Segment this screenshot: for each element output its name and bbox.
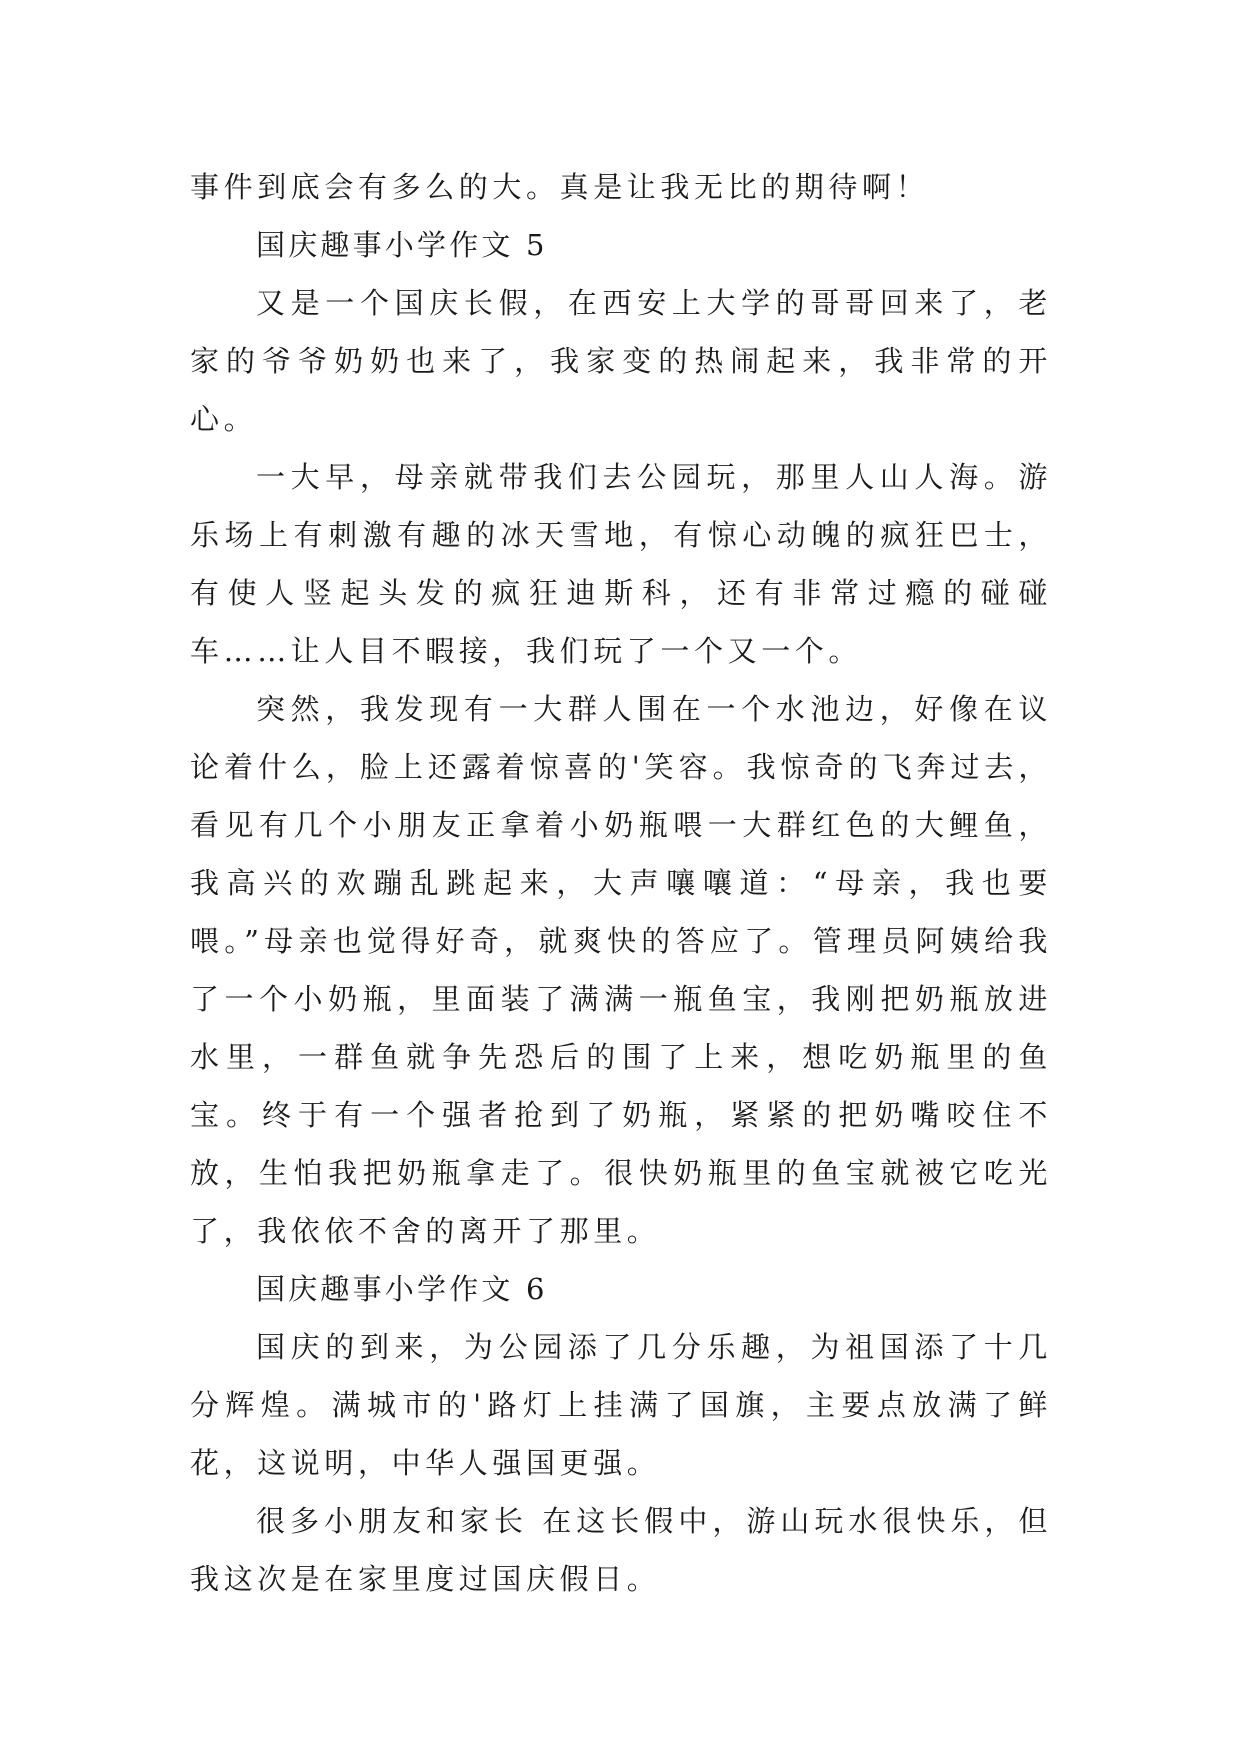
paragraph: 一大早，母亲就带我们去公园玩，那里人山人海。游乐场上有刺激有趣的冰天雪地，有惊心动魄的疯狂巴士，有使人竖起头发的疯狂迪斯科，还有非常过瘾的碰碰车……让人目不暇接，我们玩了一个又一个。: [190, 460, 1052, 668]
paragraph: 国庆的到来，为公园添了几分乐趣，为祖国添了十几分辉煌。满城市的'路灯上挂满了国旗，主要点放满了鲜花，这说明，中华人强国更强。: [190, 1330, 1052, 1480]
paragraph: 又是一个国庆长假，在西安上大学的哥哥回来了，老家的爷爷奶奶也来了，我家变的热闹起来，我非常的开心。: [190, 286, 1052, 436]
paragraph-continuation: 事件到底会有多么的大。真是让我无比的期待啊！: [190, 170, 930, 204]
essay-heading-6: 国庆趣事小学作文 6: [256, 1272, 548, 1306]
paragraph: 很多小朋友和家长 在这长假中，游山玩水很快乐，但我这次是在家里度过国庆假日。: [190, 1504, 1052, 1596]
document-body: [190, 158, 1052, 1608]
paragraph: 突然，我发现有一大群人围在一个水池边，好像在议论着什么，脸上还露着惊喜的'笑容。我惊奇的飞奔过去，看见有几个小朋友正拿着小奶瓶喂一大群红色的大鲤鱼，我高兴的欢蹦乱跳起来，大声嚷嚷道：“母亲，我也要喂。”母亲也觉得好奇，就爽快的答应了。管理员阿姨给我了一个小奶瓶，里面装了满满一瓶鱼宝，我刚把奶瓶放进水里，一群鱼就争先恐后的围了上来，想吃奶瓶里的鱼宝。终于有一个强者抢到了奶瓶，紧紧的把奶嘴咬住不放，生怕我把奶瓶拿走了。很快奶瓶里的鱼宝就被它吃光了，我依依不舍的离开了那里。: [190, 692, 1052, 1248]
essay-heading-5: 国庆趣事小学作文 5: [256, 228, 548, 262]
